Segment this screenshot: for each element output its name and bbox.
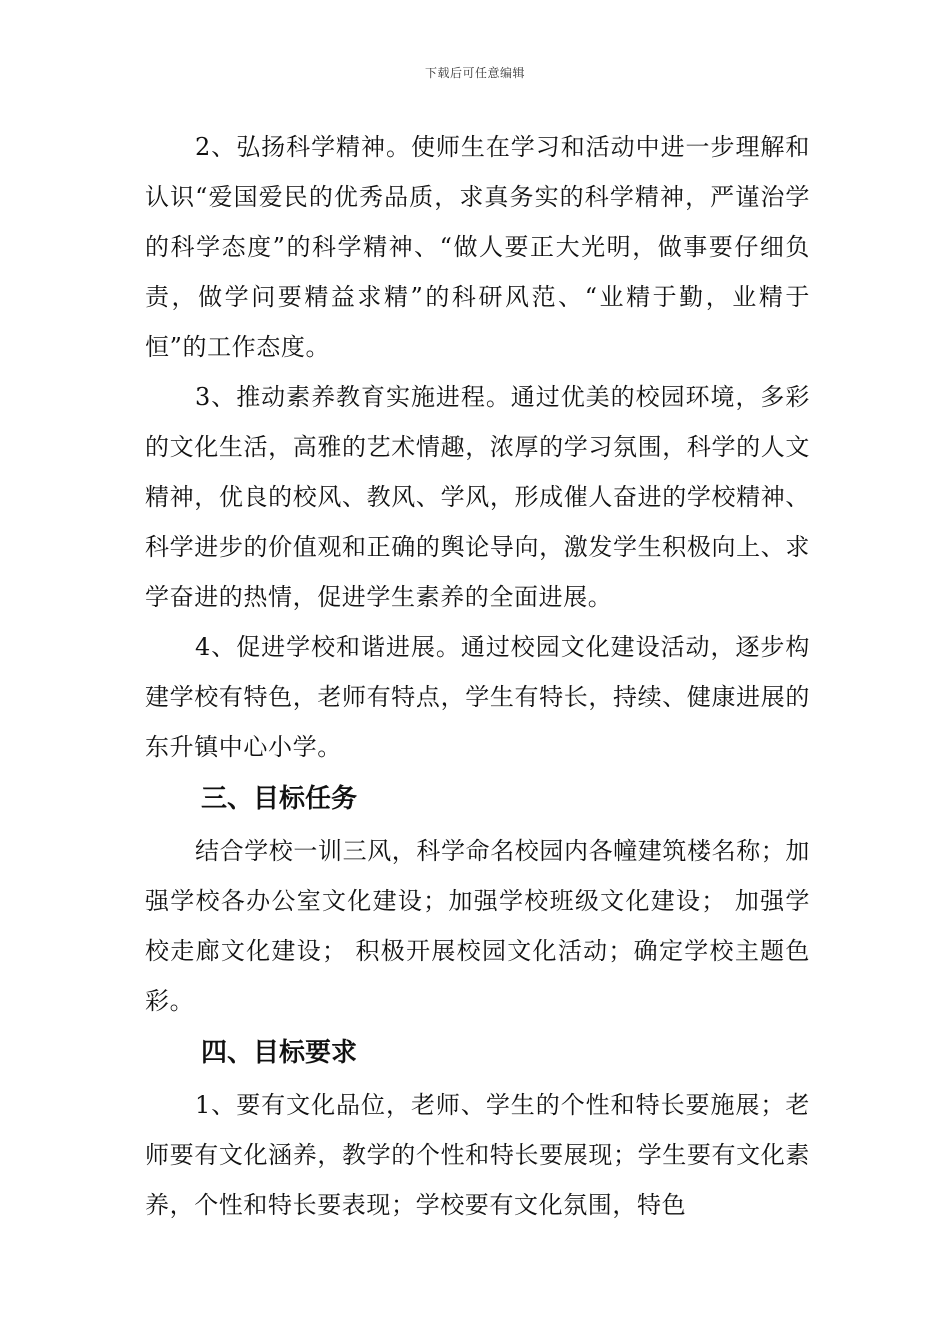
section-heading-goal-requirements: 四、目标要求: [201, 1038, 358, 1068]
document-body: [145, 122, 810, 1230]
section-heading-goal-tasks: 三、目标任务: [201, 784, 358, 814]
paragraph-quality-education: 3、推动素养教育实施进程。通过优美的校园环境，多彩的文化生活，高雅的艺术情趣，浓厚的学习氛围，科学的人文精神，优良的校风、教风、学风，形成催人奋进的学校精神、科学进步的价值观和正确的舆论导向，激发学生积极向上、求学奋进的热情，促进学生素养的全面进展。: [145, 383, 810, 611]
paragraph-requirement-1: 1、要有文化品位，老师、学生的个性和特长要施展；老师要有文化涵养，教学的个性和特长要展现；学生要有文化素养，个性和特长要表现；学校要有文化氛围，特色: [145, 1091, 810, 1219]
paragraph-harmonious-development: 4、促进学校和谐进展。通过校园文化建设活动，逐步构建学校有特色，老师有特点，学生有特长，持续、健康进展的东升镇中心小学。: [145, 633, 810, 761]
paragraph-science-spirit: 2、弘扬科学精神。使师生在学习和活动中进一步理解和认识“爱国爱民的优秀品质，求真务实的科学精神，严谨治学的科学态度”的科学精神、“做人要正大光明，做事要仔细负责，做学问要精益求精”的科研风范、“业精于勤，业精于恒”的工作态度。: [145, 133, 810, 361]
page-header-note: 下载后可任意编辑: [424, 66, 525, 80]
paragraph-goal-tasks: 结合学校一训三风，科学命名校园内各幢建筑楼名称；加强学校各办公室文化建设；加强学校班级文化建设； 加强学校走廊文化建设； 积极开展校园文化活动；确定学校主题色彩。: [145, 837, 810, 1015]
